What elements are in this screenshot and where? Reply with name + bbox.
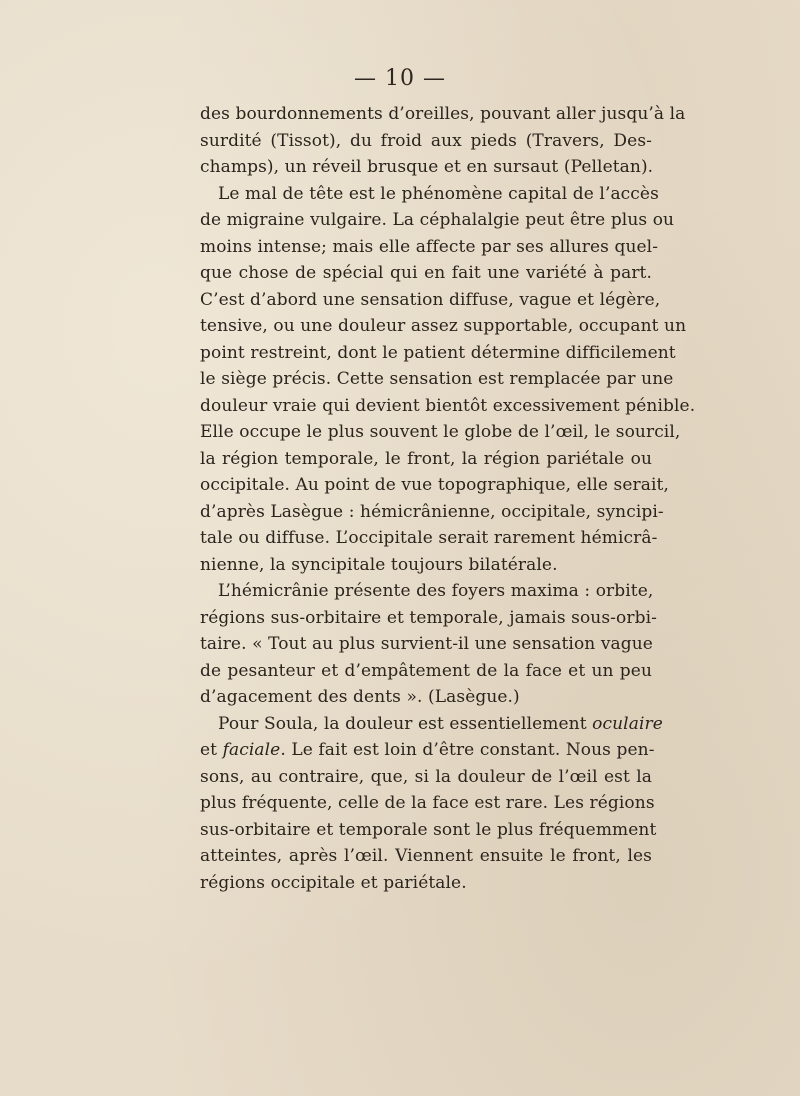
text-line xyxy=(200,711,663,738)
text-line: occipitale. Au point de vue topographique, elle serait, xyxy=(200,475,669,495)
text-line: sus-orbitaire et temporale sont le plus fréquemment xyxy=(200,819,657,840)
text-line: point restreint, dont le patient détermine difficilement xyxy=(200,342,676,363)
text-line: atteintes, après l’œil. Viennent ensuite le front, les xyxy=(200,846,652,866)
text-line: champs), un réveil brusque et en sursaut (Pelletan). xyxy=(200,157,654,177)
text-line: tensive, ou une douleur assez supportable, occupant un xyxy=(200,316,687,336)
text-line: régions occipitale et pariétale. xyxy=(200,872,467,893)
text-line: le siège précis. Cette sensation est remplacée par une xyxy=(200,369,674,389)
text-line: douleur vraie qui devient bientôt excessivement pénible. xyxy=(200,395,696,416)
text-line: Elle occupe le plus souvent le globe de l’œil, le sourcil, xyxy=(200,422,681,442)
text-line: taire. « Tout au plus survient-il une sensation vague xyxy=(200,634,653,654)
italic-word: oculaire xyxy=(592,713,663,734)
text-line: que chose de spécial qui en fait une variété à part. xyxy=(200,263,652,283)
page-number: — 10 — xyxy=(354,66,446,91)
text-line: de pesanteur et d’empâtement de la face et un peu xyxy=(200,660,652,681)
text-line: plus fréquente, celle de la face est rare. Les régions xyxy=(200,793,655,813)
text-fragment: Pour Soula, la douleur est essentiellement xyxy=(218,713,593,734)
text-line: moins intense; mais elle affecte par ses allures quel- xyxy=(200,236,659,257)
text-line: des bourdonnements d’oreilles, pouvant aller jusqu’à la xyxy=(200,104,686,124)
text-line: nienne, la syncipitale toujours bilatérale. xyxy=(200,554,558,575)
text-line: C’est d’abord une sensation diffuse, vague et légère, xyxy=(200,289,661,310)
text-line: d’après Lasègue : hémicrânienne, occipitale, syncipi- xyxy=(200,501,664,522)
text-line: d’agacement des dents ». (Lasègue.) xyxy=(200,687,520,707)
text-line: L’hémicrânie présente des foyers maxima : orbite, xyxy=(218,581,654,601)
text-line: régions sus-orbitaire et temporale, jamais sous-orbi- xyxy=(200,607,657,628)
text-line: tale ou diffuse. L’occipitale serait rarement hémicrâ- xyxy=(200,528,658,548)
italic-word: faciale xyxy=(222,740,281,760)
text-line: Le mal de tête est le phénomène capital de l’accès xyxy=(218,183,659,204)
text-fragment: . Le fait est loin d’être constant. Nous pen- xyxy=(280,740,655,760)
text-line: de migraine vulgaire. La céphalalgie peut être plus ou xyxy=(200,210,675,230)
text-fragment: et xyxy=(200,740,223,760)
text-line xyxy=(200,737,655,764)
text-line: la région temporale, le front, la région pariétale ou xyxy=(200,448,652,469)
text-line: surdité (Tissot), du froid aux pieds (Travers, Des- xyxy=(200,130,652,151)
text-line: sons, au contraire, que, si la douleur de l’œil est la xyxy=(200,766,652,787)
body-text xyxy=(200,101,696,896)
